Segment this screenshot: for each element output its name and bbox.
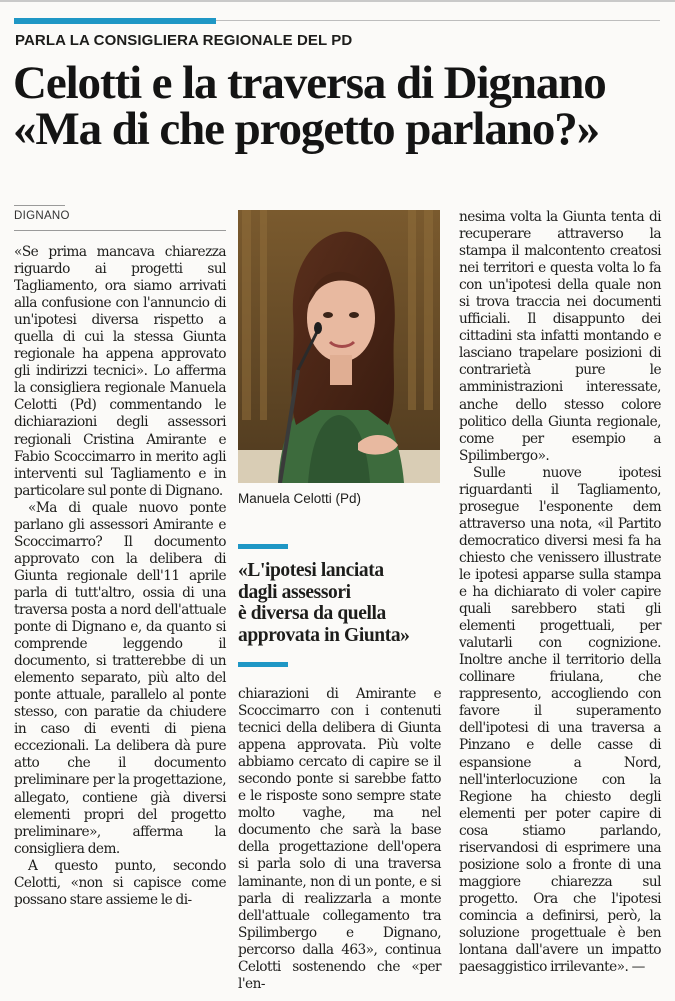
headline-line-1: Celotti e la traversa di Dignano [13, 57, 606, 109]
section-rule [216, 20, 660, 21]
paragraph: chiarazioni di Amirante e Scoccimarro con i contenuti tecnici della delibera di Giunta appena approvata. Più volte abbiamo cercato di capire se il secondo ponte si sarebbe fatto e le risposte sono sempre state molto vaghe, ma nel documento che sarà la base della progettazione dell'opera si parla solo di una traversa laminante, non di un ponte, e si parla di realizzarla a monte dell'attuale collegamento tra Spilimbergo e Dignano, percorso dalla 463», continua Celotti sostenendo che «per l'en- [238, 686, 441, 992]
pullquote-bar-bottom [238, 662, 288, 667]
section-accent-bar [14, 18, 216, 24]
pullquote-line: approvata in Giunta» [238, 624, 410, 646]
paragraph: Sulle nuove ipotesi riguardanti il Tagliamento, prosegue l'esponente dem attraverso una nota, «il Partito democratico diversi mesi fa ha chiesto che venissero illustrate le ipotesi apparse sulla stampa e ha dichiarato di voler capire quali sarebbero stati gli elementi progettuali, per valutarli con cognizione. Inoltre anche il territorio della collinare friulana, che rappresento, accogliendo con favore il superamento dell'ipotesi di una traversa a Pinzano e delle casse di espansione a Nord, nell'interlocuzione con la Regione ha chiesto degli elementi per poter capire di cosa stiamo parlando, riservandosi di esprimere una posizione solo a fronte di una maggiore chiarezza sul progetto. Ora che l'ipotesi comincia a definirsi, però, la soluzione progettuale è ben lontana dall'avere un impatto paesaggistico irrilevante». — [459, 464, 661, 976]
paragraph: A questo punto, secondo Celotti, «non si capisce come possano stare assieme le di- [14, 857, 226, 908]
headline-line-2: «Ma di che progetto parlano?» [13, 103, 600, 155]
photo-caption: Manuela Celotti (Pd) [238, 491, 362, 506]
article-column-1 [14, 244, 226, 909]
pullquote-line: dagli assessori [238, 581, 351, 603]
top-border [0, 0, 675, 2]
pullquote-bar-top [238, 544, 288, 549]
article-column-2 [238, 686, 441, 993]
paragraph: nesima volta la Giunta tenta di recuperare attraverso la stampa il malcontento creatosi nei territori e questa volta lo fa con un'ipotesi della quale non si trova traccia nei documenti ufficiali. Il disappunto dei cittadini sta infatti montando e lasciano trapelare posizioni di contrarietà pure le amministrazioni interessate, anche dello stesso colore politico della Giunta regionale, come per esempio a Spilimbergo». [459, 209, 661, 464]
dateline-rule-top [14, 205, 65, 206]
pullquote-line: è diversa da quella [238, 603, 386, 624]
headline [13, 57, 668, 155]
portrait-photo [238, 210, 440, 483]
paragraph: «Ma di quale nuovo ponte parlano gli assessori Amirante e Scoccimarro? Il documento approvato con la delibera di Giunta regionale dell'11 aprile parla di tutt'altro, ossia di una traversa posta a nord dell'attuale ponte di Dignano e, da quanto si comprende leggendo il documento, si tratterebbe di un elemento separato, più alto del ponte attuale, parallelo al ponte stesso, con paratie da chiudere in caso di eventi di piena eccezionali. La delibera dà pure atto che il documento preliminare per la progettazione, allegato, contiene già diversi elementi propri del progetto preliminare», afferma la consigliera dem. [14, 499, 226, 857]
pullquote [238, 560, 443, 646]
kicker: PARLA LA CONSIGLIERA REGIONALE DEL PD [15, 32, 353, 49]
pullquote-line: «L'ipotesi lanciata [238, 560, 384, 581]
paragraph: «Se prima mancava chiarezza riguardo ai progetti sul Tagliamento, ora siamo arrivati alla confusione con l'annuncio di un'ipotesi diversa rispetto a quella di cui la stessa Giunta regionale ha appena approvato gli indirizzi tecnici». Lo afferma la consigliera regionale Manuela Celotti (Pd) commentando le dichiarazioni degli assessori regionali Cristina Amirante e Fabio Scoccimarro in merito agli interventi sul Tagliamento e in particolare sul ponte di Dignano. [14, 244, 226, 499]
dateline-rule [14, 230, 226, 231]
dateline: DIGNANO [14, 210, 70, 222]
article-column-3 [459, 209, 661, 976]
